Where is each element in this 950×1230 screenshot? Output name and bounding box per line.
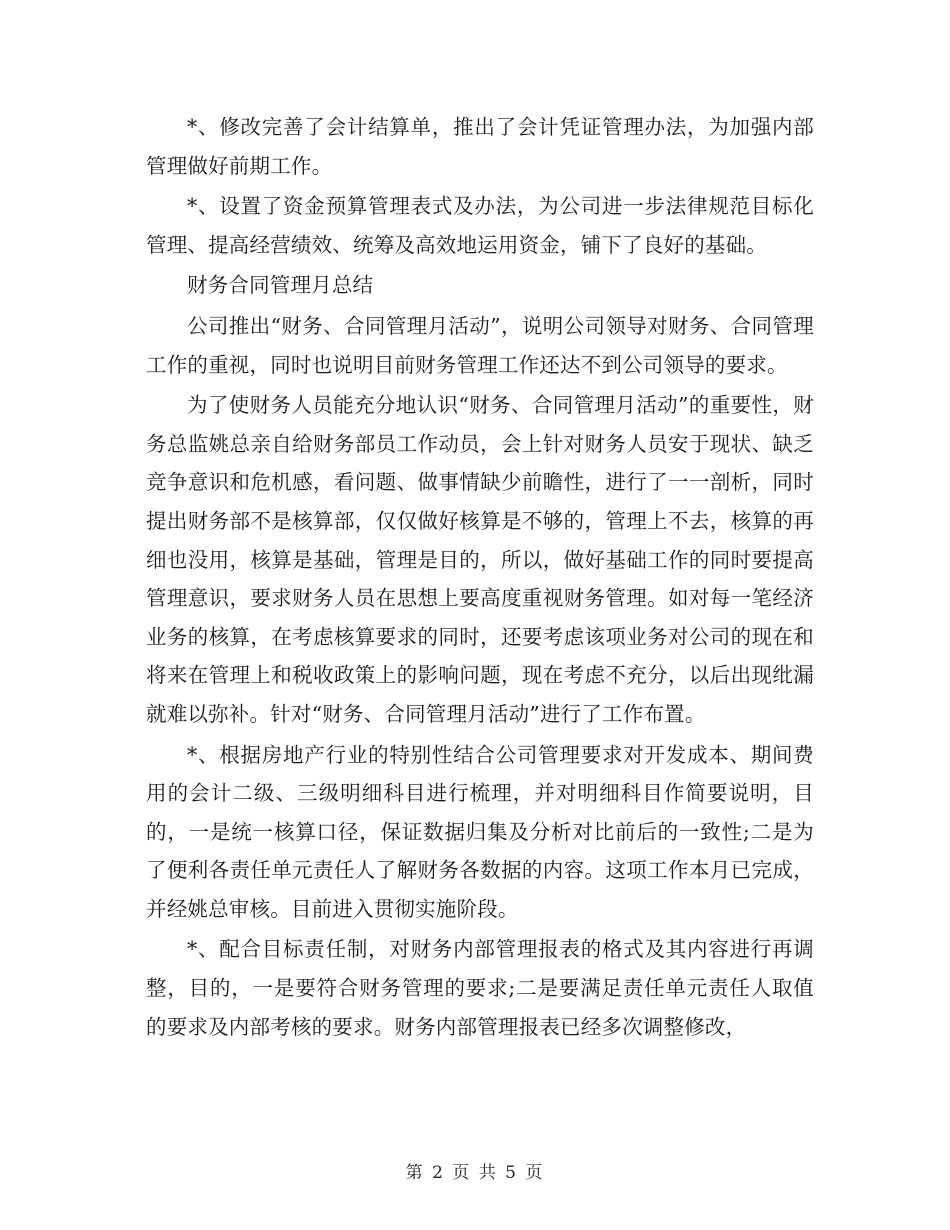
paragraph-report-adjustment: *、配合目标责任制，对财务内部管理报表的格式及其内容进行再调整，目的，一是要符合财务管理的要求;二是要满足责任单元责任人取值的要求及内部考核的要求。财务内部管理报表已经多次调整修改， — [146, 937, 814, 1039]
document-body — [146, 108, 814, 1048]
paragraph-budget-management: *、设置了资金预算管理表式及办法，为公司进一步法律规范目标化管理、提高经营绩效、统筹及高效地运用资金，铺下了良好的基础。 — [146, 194, 814, 257]
paragraph-accounting-statement: *、修改完善了会计结算单，推出了会计凭证管理办法，为加强内部管理做好前期工作。 — [146, 115, 814, 178]
paragraph-mobilization: 为了使财务人员能充分地认识“财务、合同管理月活动”的重要性，财务总监姚总亲自给财务部员工作动员，会上针对财务人员安于现状、缺乏竞争意识和危机感，看问题、做事情缺少前瞻性，进行了一一剖析，同时提出财务部不是核算部，仅仅做好核算是不够的，管理上不去，核算的再细也没用，核算是基础，管理是目的，所以，做好基础工作的同时要提高管理意识，要求财务人员在思想上要高度重视财务管理。如对每一笔经济业务的核算，在考虑核算要求的同时，还要考虑该项业务对公司的现在和将来在管理上和税收政策上的影响问题，现在考虑不充分，以后出现纰漏就难以弥补。针对“财务、合同管理月活动”进行了工作布置。 — [146, 393, 814, 726]
page-number-footer: 第 2 页 共 5 页 — [405, 1163, 545, 1183]
paragraph-intro: 公司推出“财务、合同管理月活动”，说明公司领导对财务、合同管理工作的重视，同时也说明目前财务管理工作还达不到公司领导的要求。 — [146, 313, 814, 377]
section-heading: 财务合同管理月总结 — [187, 273, 374, 298]
paragraph-account-subjects: *、根据房地产行业的特别性结合公司管理要求对开发成本、期间费用的会计二级、三级明细科目进行梳理，并对明细科目作简要说明，目的，一是统一核算口径，保证数据归集及分析对比前后的一致性;二是为了便利各责任单元责任人了解财务各数据的内容。这项工作本月已完成，并经姚总审核。目前进入贯彻实施阶段。 — [146, 742, 814, 921]
